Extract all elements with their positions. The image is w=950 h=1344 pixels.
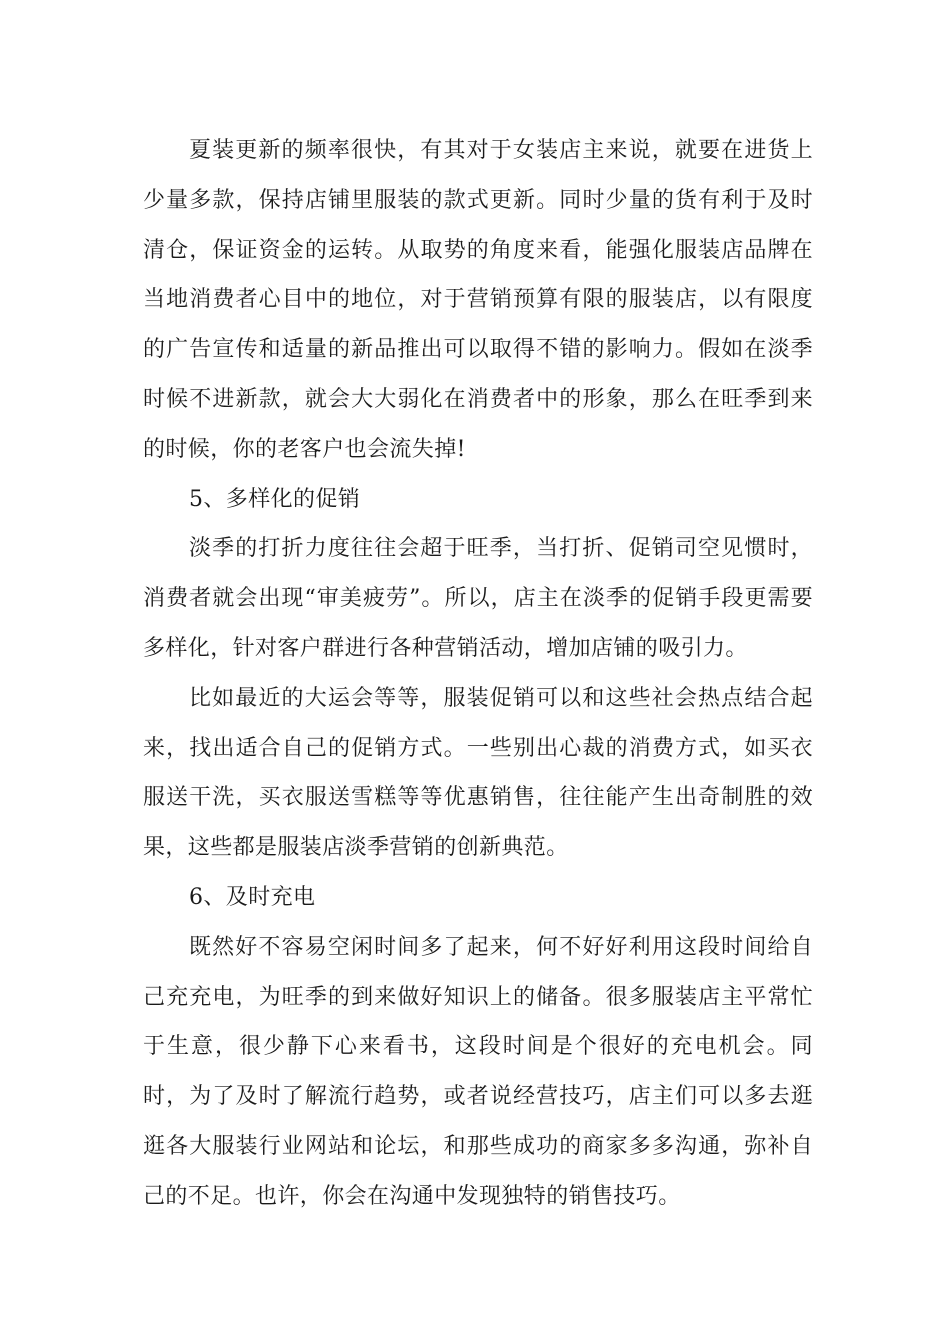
paragraph-learning: 既然好不容易空闲时间多了起来，何不好好利用这段时间给自己充充电，为旺季的到来做好知识上的储备。很多服装店主平常忙于生意，很少静下心来看书，这段时间是个很好的充电机会。同时，为了及时了解流行趋势，或者说经营技巧，店主们可以多去逛逛各大服装行业网站和论坛，和那些成功的商家多多沟通，弥补自己的不足。也许，你会在沟通中发现独特的销售技巧。 [143,934,813,1209]
section-heading-recharge: 6、及时充电 [189,884,316,910]
paragraph-hot-topic-promotion: 比如最近的大运会等等，服装促销可以和这些社会热点结合起来，找出适合自己的促销方式。一些别出心裁的消费方式，如买衣服送干洗，买衣服送雪糕等等优惠销售，往往能产生出奇制胜的效果，这些都是服装店淡季营销的创新典范。 [143,685,813,861]
paragraph-discount-fatigue: 淡季的打折力度往往会超于旺季，当打折、促销司空见惯时，消费者就会出现“审美疲劳”。所以，店主在淡季的促销手段更需要多样化，针对客户群进行各种营销活动，增加店铺的吸引力。 [143,536,813,661]
document-page [143,126,813,1222]
section-heading-diverse-promotion: 5、多样化的促销 [189,486,361,512]
paragraph-summer-stock: 夏装更新的频率很快，有其对于女装店主来说，就要在进货上少量多款，保持店铺里服装的款式更新。同时少量的货有利于及时清仓，保证资金的运转。从取势的角度来看，能强化服装店品牌在当地消费者心目中的地位，对于营销预算有限的服装店，以有限度的广告宣传和适量的新品推出可以取得不错的影响力。假如在淡季时候不进新款，就会大大弱化在消费者中的形象，那么在旺季到来的时候，你的老客户也会流失掉! [143,138,813,462]
